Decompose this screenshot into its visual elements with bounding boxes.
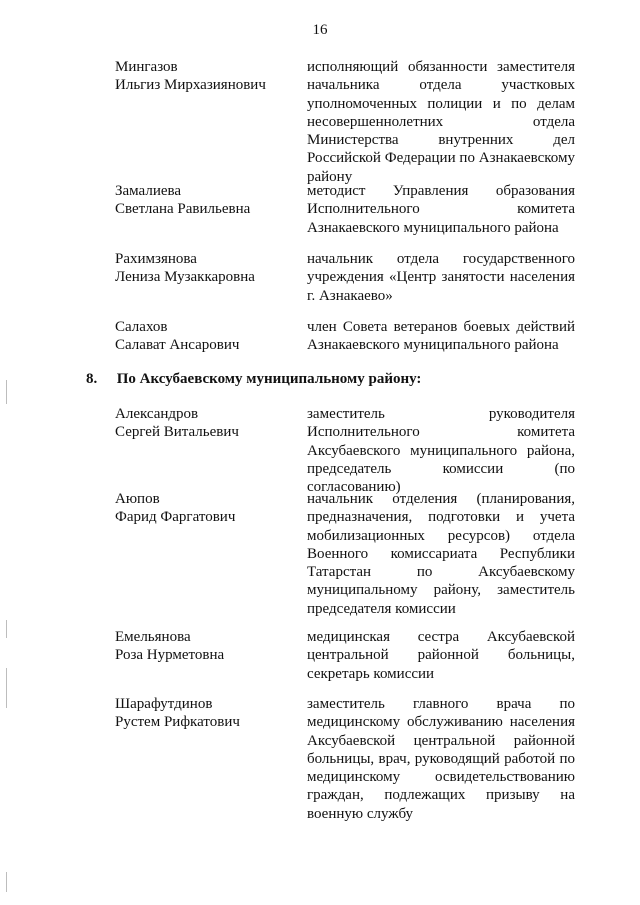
scan-margin-mark [6, 380, 7, 404]
person-position: медицинская сестра Аксубаевской центральной районной больницы, секретарь комиссии [307, 629, 575, 682]
person-position: член Совета ветеранов боевых действий Азнакаевского муниципального района [307, 319, 575, 354]
person-position: методист Управления образования Исполнительного комитета Азнакаевского муниципального района [307, 183, 575, 236]
person-given-name: Сергей Витальевич [115, 424, 239, 441]
person-name [115, 695, 295, 732]
person-surname: Александров [115, 406, 199, 422]
person-name [115, 490, 295, 527]
person-name [115, 405, 295, 442]
person-name [115, 628, 295, 665]
person-name [115, 318, 295, 355]
section-title: По Аксубаевскому муниципальному району: [116, 371, 422, 387]
person-surname: Замалиева [115, 183, 182, 199]
person-surname: Мингазов [115, 59, 178, 75]
person-given-name: Рустем Рифкатович [115, 714, 240, 731]
person-position: исполняющий обязанности заместителя начальника отдела участковых уполномоченных полиции и по делам несовершеннолетних отдела Министерства внутренних дел Российской Федерации по Азнакаевскому району [307, 59, 575, 185]
person-surname: Салахов [115, 319, 168, 335]
person-position: начальник отделения (планирования, предназначения, подготовки и учета мобилизационных ресурсов) отдела Военного комиссариата Республики Татарстан по Аксубаевскому муниципальному району, заместитель председателя комиссии [307, 491, 575, 617]
page-number: 16 [312, 22, 328, 38]
person-surname: Емельянова [115, 629, 191, 645]
scan-margin-mark [6, 668, 7, 708]
person-given-name: Светлана Равильевна [115, 201, 251, 218]
scan-margin-mark [6, 872, 7, 892]
person-surname: Шарафутдинов [115, 696, 213, 712]
person-position: заместитель руководителя Исполнительного комитета Аксубаевского муниципального района, председатель комиссии (по согласованию) [307, 406, 575, 496]
person-surname: Аюпов [115, 491, 160, 507]
scan-margin-mark [6, 620, 7, 638]
person-name [115, 182, 295, 219]
section-heading [86, 371, 421, 388]
person-surname: Рахимзянова [115, 251, 197, 267]
person-given-name: Фарид Фаргатович [115, 509, 236, 526]
person-given-name: Салават Ансарович [115, 337, 240, 354]
person-name [115, 58, 295, 95]
person-name [115, 250, 295, 287]
person-given-name: Роза Нурметовна [115, 647, 225, 664]
person-given-name: Лениза Музаккаровна [115, 269, 255, 286]
person-given-name: Ильгиз Мирхазиянович [115, 77, 266, 94]
person-position: начальник отдела государственного учреждения «Центр занятости населения г. Азнакаево» [307, 251, 575, 304]
person-position: заместитель главного врача по медицинскому обслуживанию населения Аксубаевской центральной районной больницы, врач, руководящий работой по медицинскому освидетельствованию граждан, подлежащих призыву на военную службу [307, 696, 575, 822]
section-number: 8. [86, 371, 98, 387]
